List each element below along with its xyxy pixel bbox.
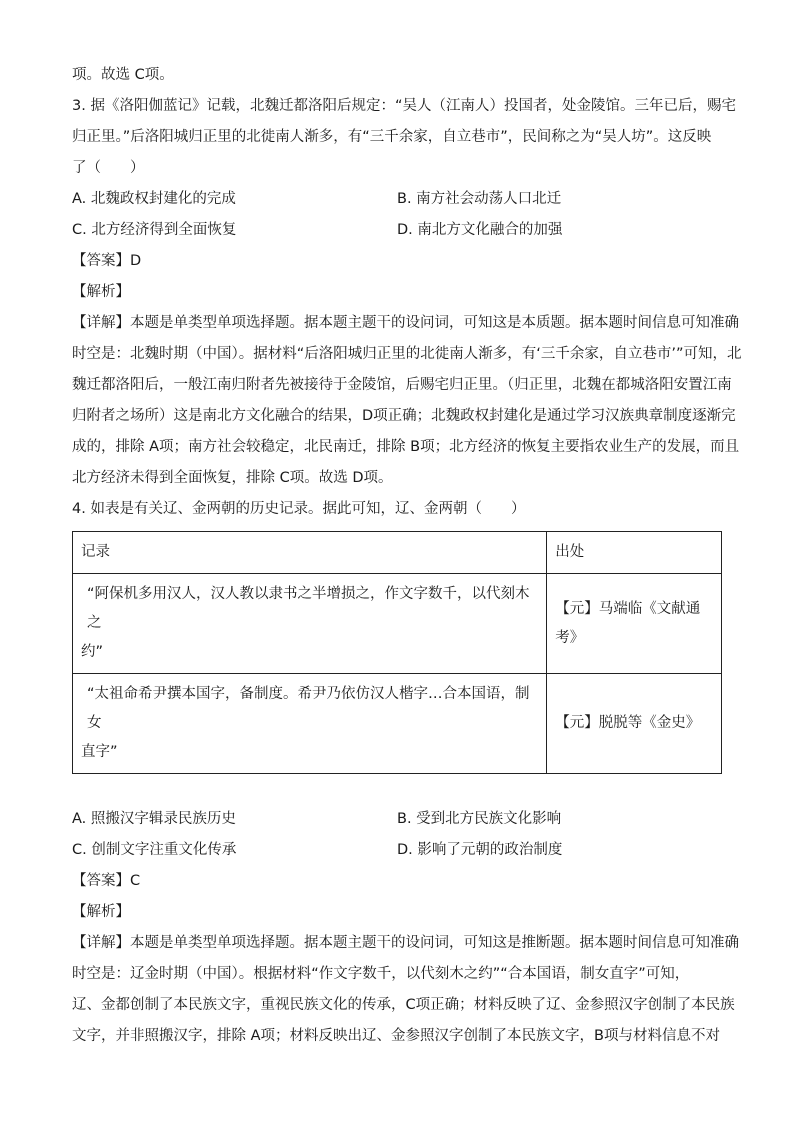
q4-detail-line: 辽、金都创制了本民族文字，重视民族文化的传承，C项正确；材料反映了辽、金参照汉字创制了本民族: [72, 997, 735, 1013]
q4-detail-line: 时空是：辽金时期（中国）。根据材料“作文字数千，以代刻木之约”“合本国语，制女直字”可知，: [72, 966, 690, 982]
q4-analysis-label: 【解析】: [72, 904, 130, 920]
q4-detail: [72, 928, 739, 1052]
q3-detail-line: 时空是：北魏时期（中国）。据材料“后洛阳城归正里的北徙南人渐多，有‘三千余家，自立巷市’”可知，北: [72, 346, 742, 362]
source-line: 考》: [555, 629, 585, 646]
q4-detail-line: 【详解】本题是单类型单项选择题。据本题主题干的设问词，可知这是推断题。据本题时间信息可知准确: [72, 935, 739, 951]
q3-option-d: D. 南北方文化融合的加强: [397, 222, 563, 238]
question-3: [72, 91, 742, 494]
table-header-row: [73, 532, 722, 574]
q3-detail-line: 成的，排除 A项；南方社会较稳定，北民南迁，排除 B项；北方经济的恢复主要指农业生产的发展，而且: [72, 439, 740, 455]
q4-option-b: B. 受到北方民族文化影响: [397, 811, 562, 827]
record-line: “太祖命希尹撰本国字，备制度。希尹乃依仿汉人楷字…合本国语，制女: [87, 686, 530, 731]
q3-detail-line: 【详解】本题是单类型单项选择题。据本题主题干的设问词，可知这是本质题。据本题时间信息可知准确: [72, 315, 739, 331]
q4-option-d: D. 影响了元朝的政治制度: [397, 842, 563, 858]
source-line: 【元】脱脱等《金史》: [555, 715, 701, 731]
q3-analysis-label: 【解析】: [72, 284, 130, 300]
q3-stem-line-2: 归正里。”后洛阳城归正里的北徙南人渐多，有“三千余家，自立巷市”，民间称之为“吴人坊”。这反映: [72, 129, 712, 145]
record-line: “阿保机多用汉人，汉人教以隶书之半增损之，作文字数千，以代刻木之: [87, 586, 530, 631]
header-source: 出处: [547, 532, 722, 574]
q3-answer: 【答案】D: [72, 253, 142, 269]
record-cell: [73, 674, 547, 774]
q4-detail-line: 文字，并非照搬汉字，排除 A项；材料反映出辽、金参照汉字创制了本民族文字，B项与材料信息不对: [72, 1028, 720, 1044]
q3-options: [72, 184, 722, 246]
q3-stem-line-3: 了（ ）: [72, 160, 145, 176]
q3-option-c: C. 北方经济得到全面恢复: [72, 222, 237, 238]
question-4: [72, 494, 739, 1052]
source-line: 【元】马端临《文献通: [555, 600, 701, 617]
record-line: 直字”: [81, 744, 118, 760]
table-row: [73, 574, 722, 674]
q3-detail: [72, 308, 742, 494]
q3-detail-line: 北方经济未得到全面恢复，排除 C项。故选 D项。: [72, 470, 393, 486]
records-table: [72, 531, 722, 774]
table-row: [73, 674, 722, 774]
document-page: [72, 60, 742, 1052]
record-line: 约”: [81, 644, 104, 660]
q3-detail-line: 归附者之场所）这是南北方文化融合的结果，D项正确；北魏政权封建化是通过学习汉族典章制度逐渐完: [72, 408, 736, 424]
previous-answer-tail: 项。故选 C项。: [72, 67, 174, 83]
q3-option-a: A. 北魏政权封建化的完成: [72, 191, 236, 207]
q3-stem-line-1: 3. 据《洛阳伽蓝记》记载，北魏迁都洛阳后规定：“吴人（江南人）投国者，处金陵馆。三年已后，赐宅: [72, 98, 736, 114]
q4-stem: 4. 如表是有关辽、金两朝的历史记录。据此可知，辽、金两朝（ ）: [72, 501, 526, 517]
header-record: 记录: [73, 532, 547, 574]
q4-answer: 【答案】C: [72, 873, 141, 889]
source-cell: [547, 574, 722, 674]
source-cell: [547, 674, 722, 774]
record-cell: [73, 574, 547, 674]
q4-option-a: A. 照搬汉字辑录民族历史: [72, 811, 236, 827]
q3-option-b: B. 南方社会动荡人口北迁: [397, 191, 562, 207]
q3-detail-line: 魏迁都洛阳后，一般江南归附者先被接待于金陵馆，后赐宅归正里。（归正里，北魏在都城洛阳安置江南: [72, 377, 732, 393]
q4-options: [72, 804, 722, 866]
q4-option-c: C. 创制文字注重文化传承: [72, 842, 237, 858]
